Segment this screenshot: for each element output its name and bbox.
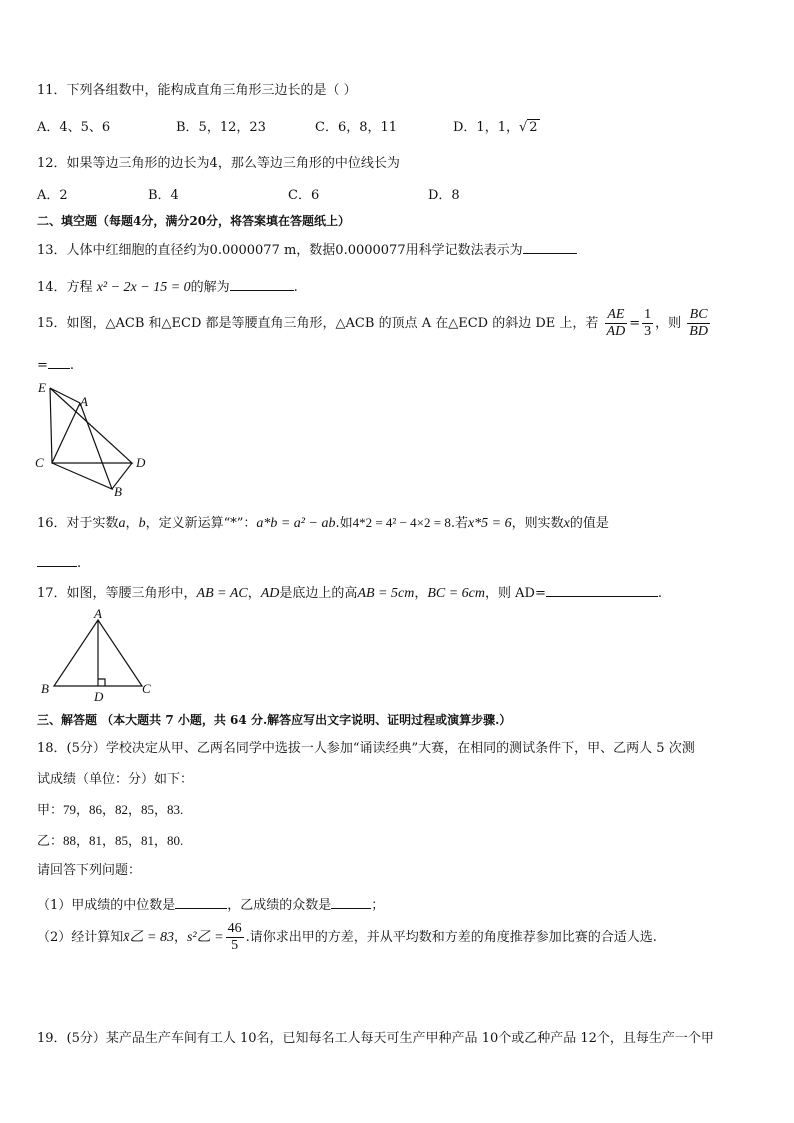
q13-text: 13．人体中红细胞的直径约为0.0000077 m，数据0.0000077用科学记数法表示为 [37, 243, 523, 258]
q16-example: 4*2 = 4² − 4×2 = 8 [352, 515, 451, 530]
fraction-numerator: 46 [227, 921, 242, 936]
q17-text: 是底边上的高 [279, 586, 358, 601]
q17-eq: BC = 6cm [427, 586, 485, 601]
q16-condition: x*5 = 6 [467, 516, 512, 531]
q18-line2: 试成绩（单位：分）如下： [37, 772, 194, 787]
fraction-bc-bd [687, 307, 710, 340]
fraction-denominator: BD [689, 324, 708, 339]
q18-mean: x̄乙 = 83 [123, 930, 174, 945]
fraction-ae-ad [605, 307, 628, 340]
label-b: B [114, 484, 122, 499]
label-c: C [35, 455, 44, 470]
q16-text: 的值是 [569, 516, 609, 531]
section-3-heading: 三、解答题 （本大题共 7 小题，共 64 分.解答应写出文字说明、证明过程或演算步骤.） [37, 713, 512, 727]
sqrt-symbol: √ [518, 120, 528, 135]
q12-stem: 12．如果等边三角形的边长为4，那么等边三角形的中位线长为 [37, 156, 400, 171]
triangle-acb [52, 403, 112, 489]
q17-text: ， [414, 586, 428, 601]
q18-line1: 18．(5分）学校决定从甲、乙两名同学中选拔一人参加“诵读经典”大赛，在相同的测试条件下，甲、乙两人 5 次测 [37, 741, 695, 756]
q18-yi-scores: 乙：88，81，85，81，80. [37, 833, 184, 848]
q12-option-b: B．4 [148, 188, 179, 203]
q18-sub2-text: .请你求出甲的方差，并从平均数和方差的角度推荐参加比赛的合适人选. [245, 930, 657, 945]
q15 [37, 306, 712, 342]
q15-then: ，则 [655, 316, 682, 331]
equals-sign: = [629, 316, 641, 331]
label-a: A [80, 394, 88, 409]
q18-sub2-text: （2）经计算知 [37, 930, 124, 945]
right-angle-mark [98, 679, 105, 686]
q17-text: ，则 AD= [485, 586, 546, 601]
q17-eq: AB = AC [196, 586, 248, 601]
q18-ask: 请回答下列问题： [37, 863, 142, 878]
label-d: D [136, 455, 146, 470]
label-d: D [94, 689, 104, 704]
q12-option-c: C．6 [288, 188, 320, 203]
q11-stem: 11．下列各组数中，能构成直角三角形三边长的是（ ） [37, 83, 357, 98]
q11-option-b: B．5，12，23 [176, 120, 266, 135]
q15-equals: = [37, 358, 48, 373]
q18-sub1-text: （1）甲成绩的中位数是 [37, 898, 176, 913]
q17-ad: AD [260, 586, 280, 601]
answer-blank [37, 552, 77, 567]
q16-answer: . [37, 552, 81, 573]
q16-text: 16．对于实数 [37, 516, 119, 531]
q18-sub1-text: ； [371, 898, 385, 913]
q13 [37, 239, 577, 260]
q14: 14．方程 x² − 2x − 15 = 0的解为 . [37, 276, 298, 297]
q18-sub1-text: ，乙成绩的众数是 [227, 898, 332, 913]
q16 [37, 514, 609, 533]
q17-figure [36, 608, 166, 708]
q16-text: ，则实数 [511, 516, 564, 531]
answer-blank [546, 582, 658, 597]
q11-option-c: C．6，8，11 [315, 120, 398, 135]
q11-option-d-label: D．1，1， [453, 120, 519, 135]
q18-sub2 [37, 920, 657, 956]
var-b: b [138, 516, 146, 531]
fraction-denominator: AD [606, 324, 626, 339]
q18-jia-scores: 甲：79，86，82，85，83. [37, 802, 184, 817]
q16-text: ，定义新运算“*”： [145, 516, 257, 531]
fraction-numerator: AE [605, 307, 628, 324]
segment-ca-extended [50, 388, 80, 403]
q17-text: 17．如图，等腰三角形中， [37, 586, 197, 601]
q14-suffix: 的解为 [190, 280, 230, 295]
q12-option-a: A．2 [37, 188, 68, 203]
label-e: E [38, 380, 46, 395]
sqrt-radicand: 2 [529, 120, 538, 135]
fraction-denominator: 3 [644, 324, 652, 339]
q17: 17．如图，等腰三角形中，AB = AC，AD是底边上的高AB = 5cm，BC = 6cm，则 AD= . [37, 582, 662, 603]
answer-blank [48, 354, 70, 369]
fraction-numerator: 1 [644, 307, 652, 322]
comma: ， [125, 516, 139, 531]
q14-equation: x² − 2x − 15 = 0 [96, 280, 191, 295]
triangle-ecd [50, 388, 132, 463]
answer-blank [230, 276, 294, 291]
q17-eq: AB = 5cm [357, 586, 415, 601]
label-a: A [94, 608, 102, 621]
var-a: a [118, 516, 126, 531]
answer-blank [175, 894, 227, 909]
q18-variance-lhs: s²乙 = [186, 930, 224, 945]
var-x: x [563, 516, 570, 531]
q19-line1: 19．(5分）某产品生产车间有工人 10名，已知每名工人每天可生产甲种产品 10个或乙种产品 12个，且每生产一个甲 [37, 1031, 714, 1046]
fraction-numerator: BC [687, 307, 710, 324]
answer-blank [523, 239, 577, 254]
comma: ， [173, 930, 187, 945]
q12-option-d: D．8 [428, 188, 460, 203]
fraction-one-third [642, 307, 653, 340]
fraction-46-5 [226, 921, 244, 954]
q16-text: .若 [450, 516, 468, 531]
q14-prefix: 14．方程 [37, 280, 93, 295]
q16-text: .如 [335, 516, 353, 531]
q18-sub1 [37, 894, 384, 915]
label-b: B [41, 681, 49, 696]
q11-option-d [453, 119, 540, 137]
fraction-denominator: 5 [231, 938, 239, 953]
answer-blank [331, 894, 371, 909]
q15-text: 15．如图，△ACB 和△ECD 都是等腰直角三角形，△ACB 的顶点 A 在△ECD 的斜边 DE 上，若 [37, 316, 599, 331]
q16-definition: a*b = a² − ab [256, 516, 336, 531]
section-2-heading: 二、填空题（每题4分，满分20分，将答案填在答题纸上） [37, 214, 351, 228]
q15-tail: = . [37, 354, 74, 375]
q15-figure [30, 376, 160, 501]
label-c: C [142, 681, 151, 696]
q11-option-a: A．4、5、6 [37, 120, 111, 135]
q17-text: ， [247, 586, 261, 601]
